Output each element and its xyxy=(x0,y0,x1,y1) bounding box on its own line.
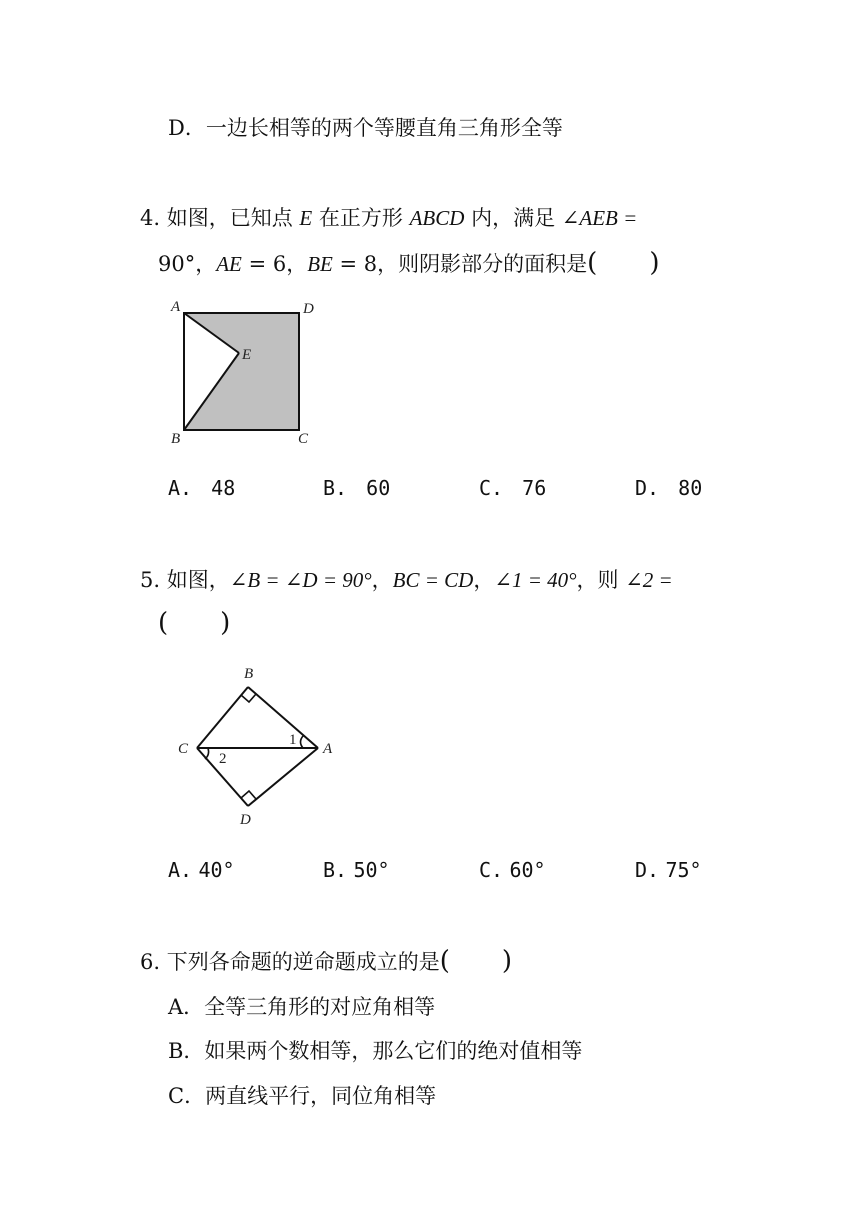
q4-stem-line1 xyxy=(140,203,637,233)
q4-stem-prefix: 4. 如图，已知点 xyxy=(140,206,300,230)
q5-label-d: D xyxy=(240,812,251,828)
q5-cond-angles: ∠B = ∠D = 90° xyxy=(229,568,372,592)
q6-option-c: C．两直线平行，同位角相等 xyxy=(168,1084,437,1108)
q4-option-a-key: A. xyxy=(168,476,193,500)
q4-option-b-value: 60 xyxy=(366,476,391,500)
q6-stem xyxy=(140,946,512,977)
q5-angle-arc-1 xyxy=(301,736,304,748)
q5-segment-ba xyxy=(248,687,318,748)
q4-option-d xyxy=(635,474,702,502)
q3-option-d: D．一边长相等的两个等腰直角三角形全等 xyxy=(168,116,563,140)
q5-option-d-key: D. xyxy=(635,858,660,882)
q4-option-d-key: D. xyxy=(635,476,660,500)
q5-cond-sides: BC = CD xyxy=(392,568,474,592)
q6-option-a: A．全等三角形的对应角相等 xyxy=(168,995,436,1019)
q4-stem-mid: 在正方形 xyxy=(312,206,410,230)
q5-stem-line2 xyxy=(158,608,230,639)
q5-option-a-key: A. xyxy=(168,858,193,882)
q4-option-c-value: 76 xyxy=(522,476,547,500)
q5-option-c-value: 60° xyxy=(509,858,546,882)
q5-then: ，则 xyxy=(576,568,626,592)
q5-option-b-key: B. xyxy=(323,858,348,882)
q5-option-c xyxy=(479,856,546,884)
q5-option-b xyxy=(323,856,390,884)
q4-shaded-region xyxy=(184,313,299,430)
q4-square-name: ABCD xyxy=(409,206,465,230)
q5-sep2: ， xyxy=(473,568,495,592)
q5-sep1: ， xyxy=(371,568,393,592)
q4-label-d: D xyxy=(303,301,314,317)
q5-option-b-value: 50° xyxy=(353,858,390,882)
q6-stem-text: 6. 下列各命题的逆命题成立的是 xyxy=(140,950,440,974)
q5-stem-line1 xyxy=(140,565,673,595)
q4-answer-paren: ( ) xyxy=(587,248,660,278)
q4-option-b xyxy=(323,474,390,502)
q5-option-a xyxy=(168,856,235,884)
q5-figure xyxy=(170,660,345,830)
q5-right-angle-b xyxy=(241,694,256,702)
q4-option-a-value: 48 xyxy=(211,476,236,500)
q5-label-c: C xyxy=(178,741,189,757)
q4-stem-mid2: 内，满足 xyxy=(464,206,562,230)
q5-segment-cb xyxy=(197,687,248,748)
q4-be: BE xyxy=(307,252,333,276)
q4-label-a: A xyxy=(171,299,181,315)
q5-stem-prefix: 5. 如图， xyxy=(140,568,230,592)
q4-figure xyxy=(165,295,325,450)
q4-degree: 90°， xyxy=(158,252,217,276)
q5-right-angle-d xyxy=(241,791,256,799)
q5-label-2: 2 xyxy=(219,751,227,767)
q4-option-b-key: B. xyxy=(323,476,348,500)
q5-option-a-value: 40° xyxy=(198,858,235,882)
q4-label-c: C xyxy=(298,431,309,447)
q4-option-a xyxy=(168,474,235,502)
q5-segment-da xyxy=(248,748,318,806)
q5-option-d-value: 75° xyxy=(665,858,702,882)
q5-option-d xyxy=(635,856,702,884)
q6-option-b: B．如果两个数相等，那么它们的绝对值相等 xyxy=(168,1039,583,1063)
q4-option-c-key: C. xyxy=(479,476,504,500)
q5-cond-angle1: ∠1 = 40° xyxy=(494,568,577,592)
q4-be-eq: = 8，则阴影部分的面积是 xyxy=(332,252,588,276)
q4-point-e: E xyxy=(299,206,313,230)
q4-ae: AE xyxy=(216,252,242,276)
q5-label-a: A xyxy=(323,741,333,757)
q6-answer-paren: ( ) xyxy=(439,946,513,976)
q4-angle: ∠AEB = xyxy=(561,206,638,230)
q5-label-b: B xyxy=(244,666,254,682)
q5-label-1: 1 xyxy=(289,732,297,748)
q4-label-e: E xyxy=(242,347,252,363)
q5-option-c-key: C. xyxy=(479,858,504,882)
q5-ask: ∠2 = xyxy=(625,568,673,592)
q4-stem-line2 xyxy=(158,248,659,279)
q4-option-d-value: 80 xyxy=(678,476,703,500)
q5-answer-paren: ( ) xyxy=(158,608,231,638)
q4-label-b: B xyxy=(171,431,181,447)
q4-ae-eq: = 6， xyxy=(241,252,308,276)
q4-option-c xyxy=(479,474,546,502)
